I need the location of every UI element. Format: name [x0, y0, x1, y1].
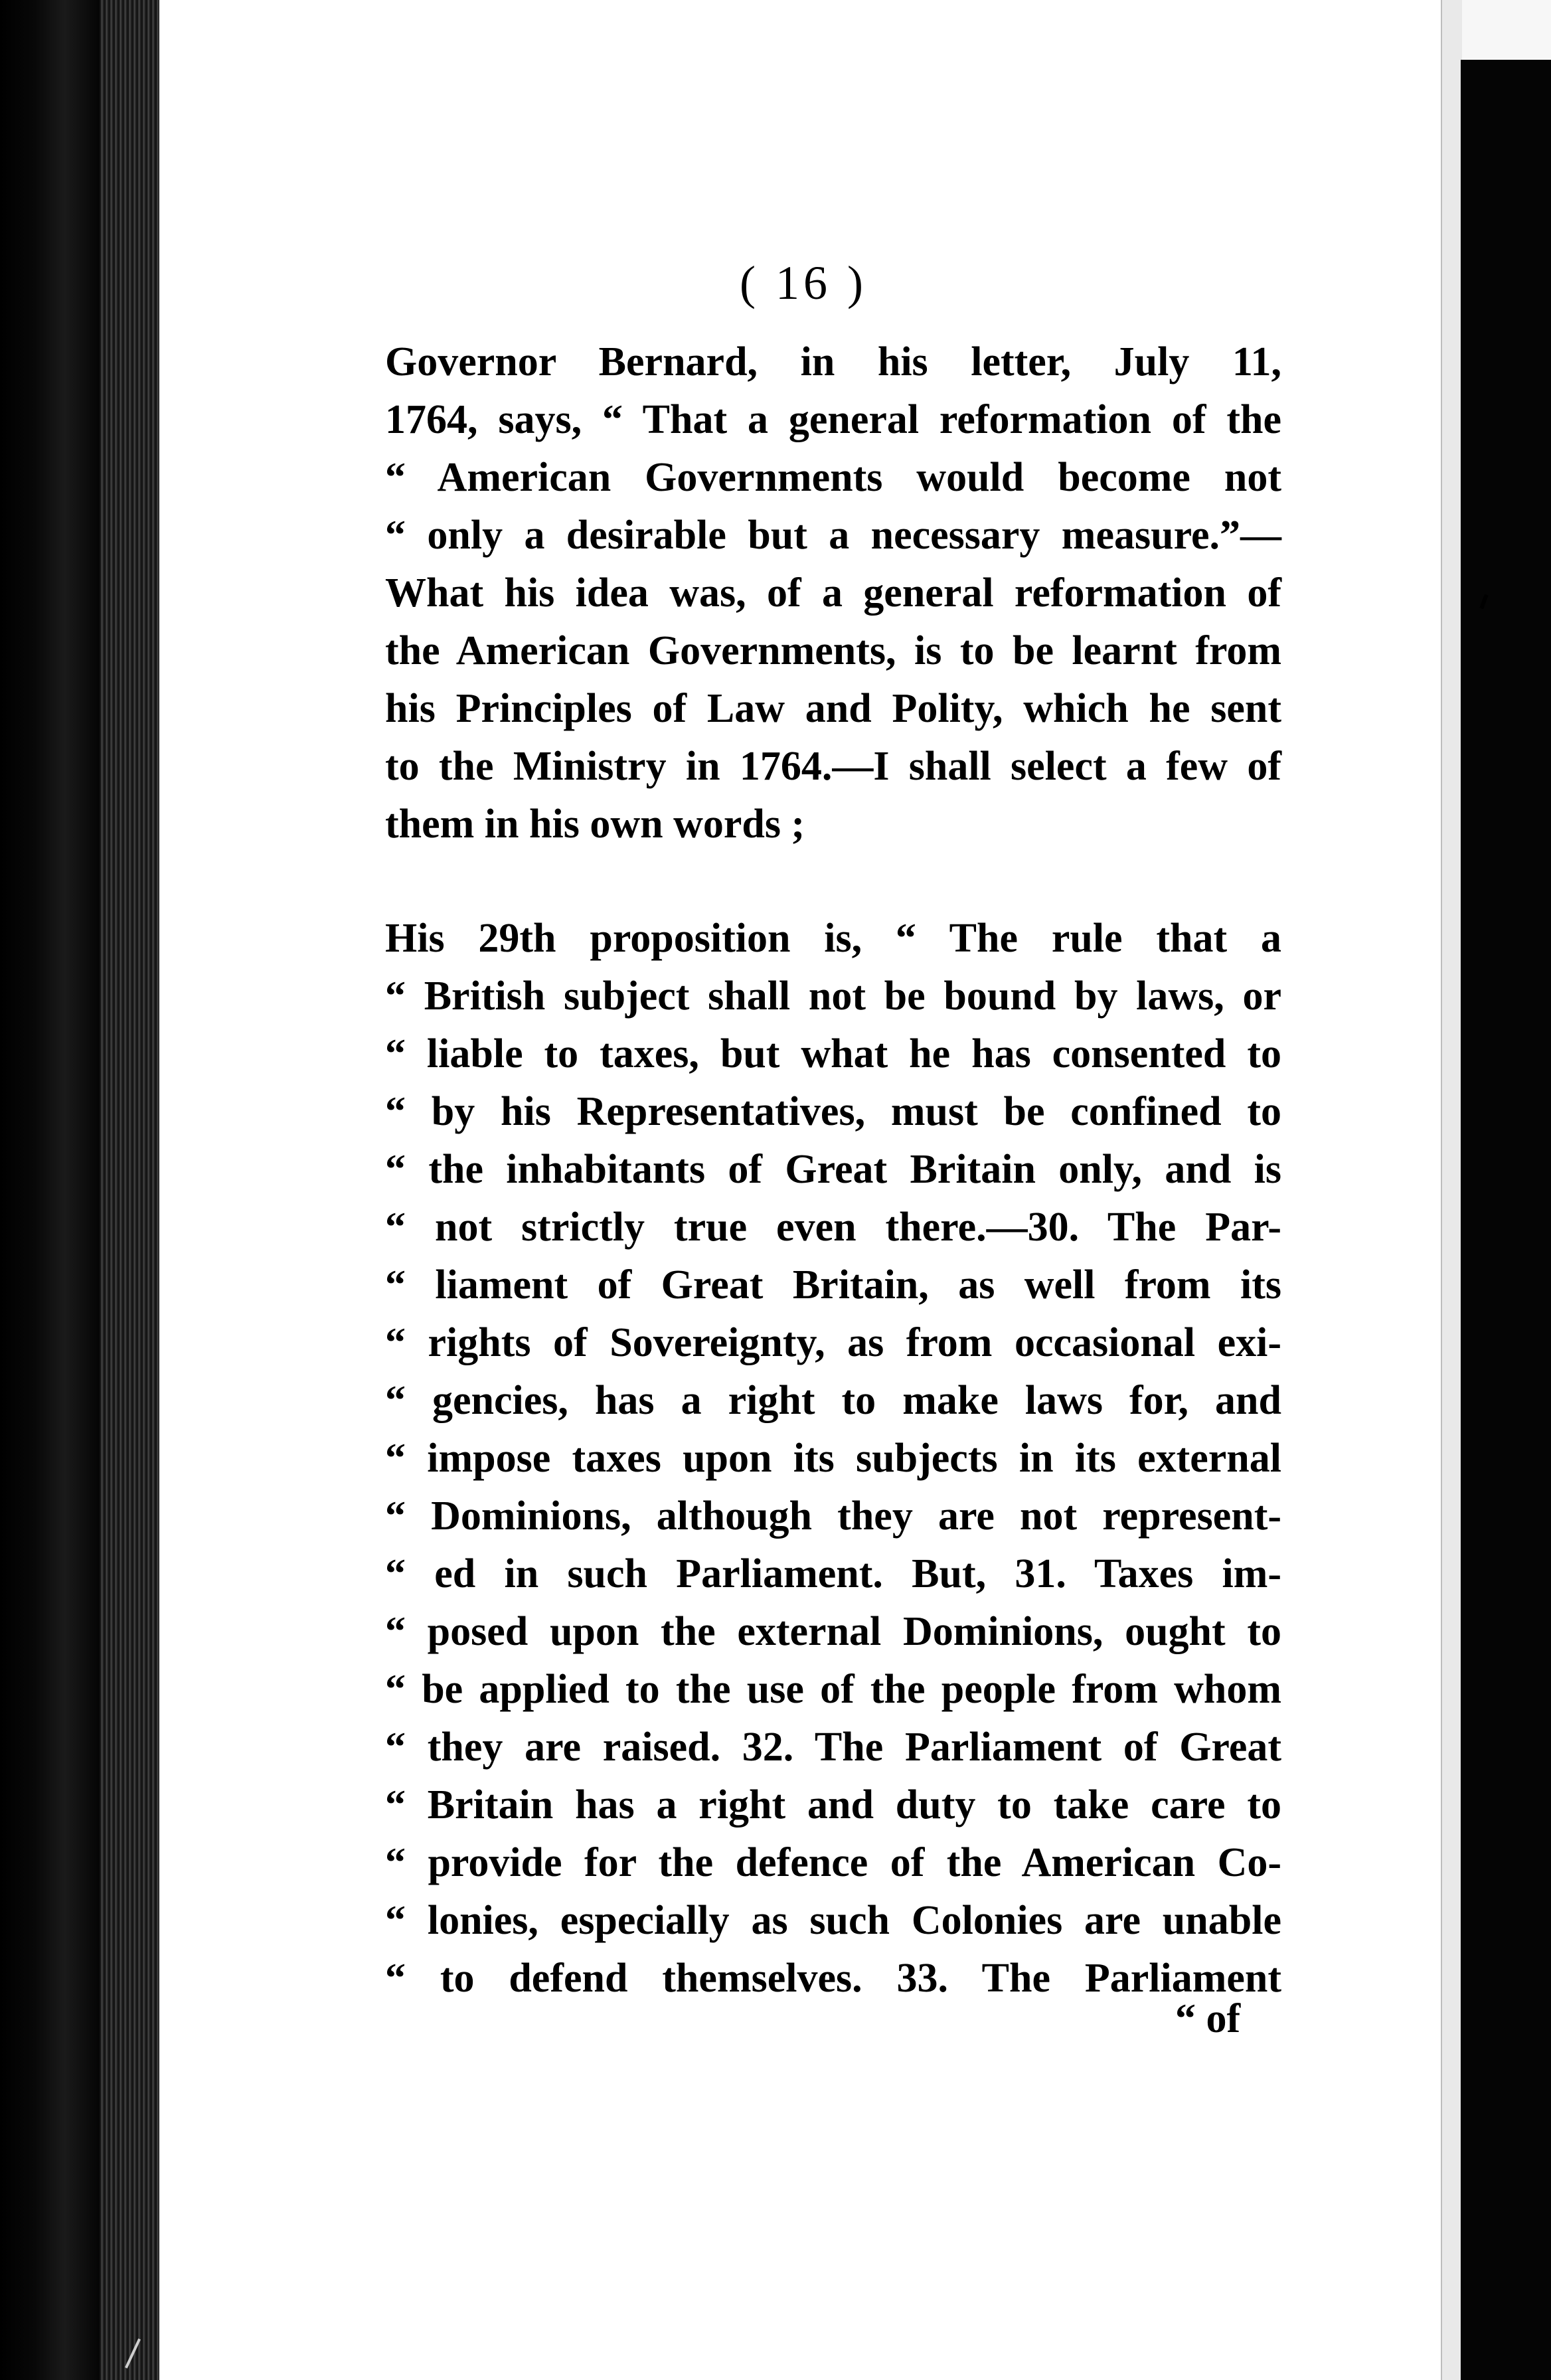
text-line: “ liable to taxes, but what he has consented to	[385, 1031, 1281, 1076]
text-line: “ be applied to the use of the people from whom	[385, 1667, 1281, 1712]
text-line: “ ed in such Parliament. But, 31. Taxes im-	[385, 1551, 1281, 1596]
text-line: “ Dominions, although they are not represent-	[385, 1493, 1281, 1539]
text-line: “ impose taxes upon its subjects in its external	[385, 1436, 1281, 1481]
page-edges-left	[100, 0, 159, 2380]
page-number-head: ( 16 )	[740, 256, 867, 309]
background-right	[1461, 60, 1551, 2380]
text-line: “ gencies, has a right to make laws for, and	[385, 1378, 1281, 1423]
text-line: “ provide for the defence of the American Co-	[385, 1840, 1281, 1885]
text-line: “ by his Representatives, must be confined to	[385, 1089, 1281, 1134]
text-line: the American Governments, is to be learnt from	[385, 628, 1281, 673]
paragraph-2	[385, 910, 1281, 2007]
text-line: “ American Governments would become not	[385, 455, 1281, 500]
text-line: “ not strictly true even there.—30. The Par-	[385, 1205, 1281, 1250]
text-line: What his idea was, of a general reformation of	[385, 570, 1281, 616]
text-line: “ British subject shall not be bound by laws, or	[385, 974, 1281, 1019]
paragraph-1	[385, 333, 1281, 853]
text-line: “ Britain has a right and duty to take care to	[385, 1782, 1281, 1828]
text-line: “ posed upon the external Dominions, ought to	[385, 1609, 1281, 1654]
text-line: to the Ministry in 1764.—I shall select a few of	[385, 744, 1281, 789]
text-line: “ liament of Great Britain, as well from its	[385, 1262, 1281, 1308]
text-line: them in his own words ;	[385, 802, 805, 847]
text-line: “ to defend themselves. 33. The Parliament	[385, 1956, 1281, 2001]
text-line: “ only a desirable but a necessary measure.”—	[385, 513, 1281, 558]
catchword: “ of	[1175, 1996, 1241, 2041]
text-line: 1764, says, “ That a general reformation of the	[385, 397, 1281, 442]
page-edge-right	[1441, 0, 1462, 2380]
right-corner	[1451, 0, 1551, 61]
text-line: “ lonies, especially as such Colonies are unable	[385, 1898, 1281, 1943]
book-gutter	[0, 0, 100, 2380]
show-through-text	[345, 212, 356, 257]
text-line: his Principles of Law and Polity, which he sent	[385, 686, 1281, 731]
text-line: “ the inhabitants of Great Britain only, and is	[385, 1147, 1281, 1192]
text-line: Governor Bernard, in his letter, July 11,	[385, 339, 1281, 384]
text-line: “ rights of Sovereignty, as from occasional exi-	[385, 1320, 1281, 1365]
text-line: His 29th proposition is, “ The rule that a	[385, 916, 1281, 961]
text-line: “ they are raised. 32. The Parliament of Great	[385, 1725, 1281, 1770]
